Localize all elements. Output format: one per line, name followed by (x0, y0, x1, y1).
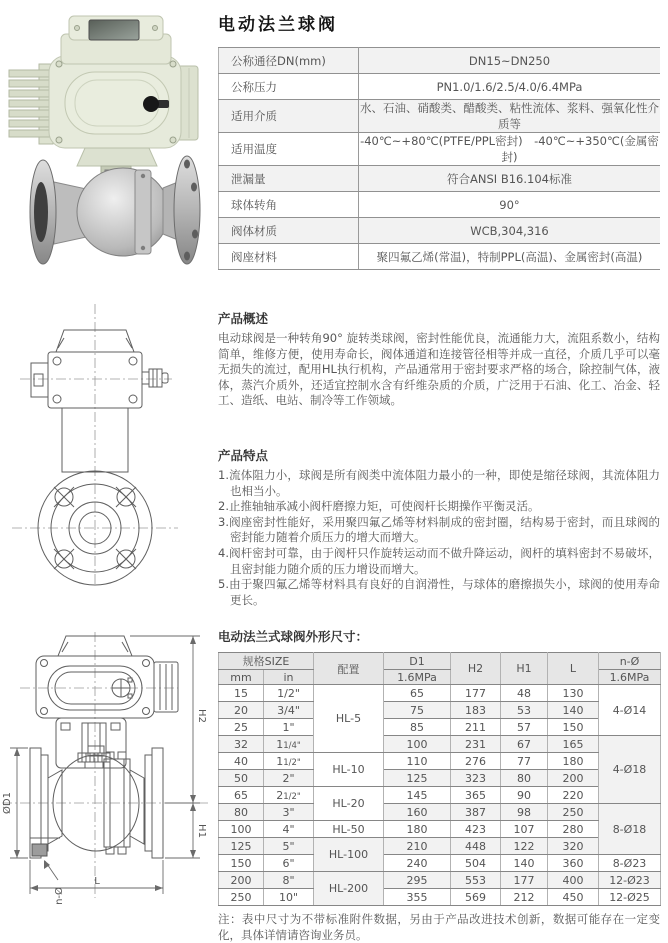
dim-header-cell: L (548, 653, 599, 685)
dim-row (219, 770, 661, 787)
dim-mm: 50 (219, 770, 264, 787)
dim-in: 5" (264, 838, 314, 855)
feature-item: 4.阀杆密封可靠，由于阀杆只作旋转运动而不做升降运动，阀杆的填料密封不易破坏，且密封能力随介质的压力增设而增大。 (218, 545, 660, 576)
spec-row (219, 133, 661, 166)
page-title: 电动法兰球阀 (218, 15, 338, 35)
dim-h2: 231 (451, 736, 501, 753)
dim-h1: 80 (501, 770, 548, 787)
dim-h2: 183 (451, 702, 501, 719)
spec-label: 泄漏量 (219, 166, 359, 192)
side-view-drawing (0, 628, 212, 907)
dim-h1: 53 (501, 702, 548, 719)
dim-l: 200 (548, 770, 599, 787)
dim-d1: 295 (384, 872, 451, 889)
dim-mm: 32 (219, 736, 264, 753)
dim-l: 280 (548, 821, 599, 838)
dim-d1: 210 (384, 838, 451, 855)
dim-mm: 200 (219, 872, 264, 889)
actuator-photo (9, 16, 198, 174)
dim-h2: 504 (451, 855, 501, 872)
dim-d1: 240 (384, 855, 451, 872)
dim-d1: 100 (384, 736, 451, 753)
dim-in: 21/2" (264, 787, 314, 804)
dim-h2: 211 (451, 719, 501, 736)
dim-d1: 180 (384, 821, 451, 838)
dim-row (219, 838, 661, 855)
dim-h2: 323 (451, 770, 501, 787)
dim-h2: 365 (451, 787, 501, 804)
dim-l: 165 (548, 736, 599, 753)
spec-table (218, 47, 660, 270)
spec-row (219, 244, 661, 270)
dim-header-cell: H1 (501, 653, 548, 685)
spec-row (219, 218, 661, 244)
dim-h1: 107 (501, 821, 548, 838)
dim-header-cell: 1.6MPa (384, 670, 451, 685)
dim-d1: 125 (384, 770, 451, 787)
end-view-drawing (0, 300, 190, 590)
spec-value: 水、石油、硝酸类、醋酸类、粘性流体、浆料、强氧化性介质等 (360, 101, 659, 131)
dim-header-cell: H2 (451, 653, 501, 685)
features-heading: 产品特点 (218, 447, 269, 463)
dim-h1: 48 (501, 685, 548, 702)
dim-mm: 65 (219, 787, 264, 804)
dim-h1: 57 (501, 719, 548, 736)
dim-h2: 553 (451, 872, 501, 889)
dim-row (219, 872, 661, 889)
dim-header-row (219, 653, 661, 670)
dim-l: 250 (548, 804, 599, 821)
dim-header-cell: 规格SIZE (219, 653, 314, 670)
dim-row (219, 804, 661, 821)
dim-d1: 145 (384, 787, 451, 804)
dim-nphi: 12-Ø25 (599, 889, 661, 906)
dim-l: 320 (548, 838, 599, 855)
dim-row (219, 685, 661, 702)
dim-in: 8" (264, 872, 314, 889)
overview-heading: 产品概述 (218, 311, 269, 326)
dim-header-cell: 配置 (314, 653, 384, 685)
dim-h2: 177 (451, 685, 501, 702)
dim-mm: 100 (219, 821, 264, 838)
dim-label-h1: H1 (196, 824, 207, 838)
dim-h1: 77 (501, 753, 548, 770)
dim-nphi: 12-Ø23 (599, 872, 661, 889)
dim-in: 3/4" (264, 702, 314, 719)
dim-h1: 90 (501, 787, 548, 804)
dim-h1: 177 (501, 872, 548, 889)
spec-value: 符合ANSI B16.104标准 (359, 166, 661, 192)
dim-h1: 122 (501, 838, 548, 855)
dim-l: 150 (548, 719, 599, 736)
dim-l: 130 (548, 685, 599, 702)
valve-body-photo (30, 156, 200, 264)
spec-label: 适用温度 (219, 133, 359, 166)
dim-d1: 110 (384, 753, 451, 770)
dim-row (219, 719, 661, 736)
dimensions-heading: 电动法兰式球阀外形尺寸： (218, 629, 369, 645)
dim-in: 11/4" (264, 736, 314, 753)
dim-config: HL-200 (314, 872, 384, 906)
dim-nphi: 8-Ø18 (599, 804, 661, 855)
spec-row (219, 48, 661, 74)
spec-row (219, 100, 661, 133)
feature-item: 5.由于聚四氟乙烯等材料具有良好的自润滑性，与球体的磨擦损失小，球阀的使用寿命更长。 (218, 577, 660, 607)
dim-row (219, 821, 661, 838)
dim-header-cell: 1.6MPa (599, 670, 661, 685)
overview-body: 电动球阀是一种转角90° 旋转类球阀，密封性能优良，流通能力大，流阻系数小，结构简单，维修方便，使用寿命长，阀体通道和连接管径相等并成一直径，介质几乎可以毫无损失的流过，配用HL执行机构，产品通常用于密封要求严格的场合，除控制气体，液体，蒸汽介质外，还适宜控制水含有纤维杂质的介质，广泛用于石油、化工、冶金、轻工、造纸、电站、制冷等工作领域。 (218, 331, 660, 408)
dim-h1: 212 (501, 889, 548, 906)
spec-label: 阀座材料 (219, 244, 359, 270)
dim-header-cell: D1 (384, 653, 451, 670)
spec-label: 公称通径DN(mm) (219, 48, 359, 74)
dim-l: 140 (548, 702, 599, 719)
dim-header-cell: in (264, 670, 314, 685)
dim-nphi: 8-Ø23 (599, 855, 661, 872)
dim-mm: 40 (219, 753, 264, 770)
dim-config: HL-5 (314, 685, 384, 753)
content-column (218, 0, 660, 943)
spec-value: 90° (359, 192, 661, 218)
dim-mm: 20 (219, 702, 264, 719)
spec-label: 阀体材质 (219, 218, 359, 244)
dim-d1: 65 (384, 685, 451, 702)
dim-label-l: L (94, 876, 100, 887)
spec-value: DN15~DN250 (359, 48, 661, 74)
dim-in: 4" (264, 821, 314, 838)
dim-config: HL-10 (314, 753, 384, 787)
spec-label: 适用介质 (219, 100, 359, 133)
dim-row (219, 855, 661, 872)
dim-in: 1/2" (264, 685, 314, 702)
feature-item: 2.止推轴轴承减小阀杆磨擦力矩，可使阀杆长期操作平衡灵活。 (218, 499, 540, 514)
dim-mm: 250 (219, 889, 264, 906)
dim-in: 6" (264, 855, 314, 872)
feature-item: 1.流体阻力小，球阀是所有阀类中流体阻力最小的一种，即使是缩径球阀，其流体阻力也相当小。 (218, 467, 660, 498)
dim-h2: 448 (451, 838, 501, 855)
dim-header-cell: mm (219, 670, 264, 685)
spec-value: 聚四氟乙烯(常温)，特制PPL(高温)、金属密封(高温) (359, 244, 661, 270)
spec-row (219, 166, 661, 192)
dim-d1: 75 (384, 702, 451, 719)
dim-row (219, 736, 661, 753)
feature-item: 3.阀座密封性能好，采用聚四氟乙烯等材料制成的密封圈，结构易于密封，而且球阀的密封能力随着介质压力的增大而增大。 (218, 514, 660, 545)
dim-in: 2" (264, 770, 314, 787)
dim-row (219, 753, 661, 770)
dim-mm: 125 (219, 838, 264, 855)
dim-in: 3" (264, 804, 314, 821)
dim-l: 180 (548, 753, 599, 770)
spec-label: 球体转角 (219, 192, 359, 218)
dim-in: 1" (264, 719, 314, 736)
dim-h2: 387 (451, 804, 501, 821)
dim-config: HL-100 (314, 838, 384, 872)
dim-nphi: 4-Ø18 (599, 736, 661, 804)
dim-label-h2: H2 (196, 709, 207, 723)
dim-d1: 355 (384, 889, 451, 906)
dim-nphi: 4-Ø14 (599, 685, 661, 736)
dim-mm: 25 (219, 719, 264, 736)
spec-row (219, 74, 661, 100)
dim-mm: 150 (219, 855, 264, 872)
spec-value: PN1.0/1.6/2.5/4.0/6.4MPa (359, 74, 661, 100)
dim-h2: 276 (451, 753, 501, 770)
dim-h2: 423 (451, 821, 501, 838)
spec-label: 公称压力 (219, 74, 359, 100)
dim-mm: 80 (219, 804, 264, 821)
dim-label-d1: ØD1 (2, 792, 13, 814)
dim-row (219, 702, 661, 719)
dim-l: 400 (548, 872, 599, 889)
spec-row (219, 192, 661, 218)
dim-header-cell: n-Ø (599, 653, 661, 670)
dim-h1: 98 (501, 804, 548, 821)
dim-d1: 160 (384, 804, 451, 821)
dim-h2: 569 (451, 889, 501, 906)
spec-value: -40℃~+80℃(PTFE/PPL密封) -40℃~+350℃(金属密封) (360, 134, 659, 164)
dim-l: 360 (548, 855, 599, 872)
dim-config: HL-20 (314, 787, 384, 821)
dim-l: 450 (548, 889, 599, 906)
dim-config: HL-50 (314, 821, 384, 838)
features-list (218, 468, 660, 608)
dim-mm: 15 (219, 685, 264, 702)
dim-h1: 67 (501, 736, 548, 753)
dim-in: 11/2" (264, 753, 314, 770)
dim-l: 220 (548, 787, 599, 804)
dimensions-table (218, 652, 661, 906)
spec-value: WCB,304,316 (359, 218, 661, 244)
dim-d1: 85 (384, 719, 451, 736)
dim-in: 10" (264, 889, 314, 906)
table-note: 注：表中尺寸为不带标准附件数据，另由于产品改进技术创新，数据可能存在一定变化，具体详情请咨询业务员。 (218, 912, 660, 942)
product-photo (5, 12, 205, 274)
dim-label-n: n-Ø (54, 887, 65, 905)
dim-row (219, 889, 661, 906)
dim-row (219, 787, 661, 804)
dim-h1: 140 (501, 855, 548, 872)
